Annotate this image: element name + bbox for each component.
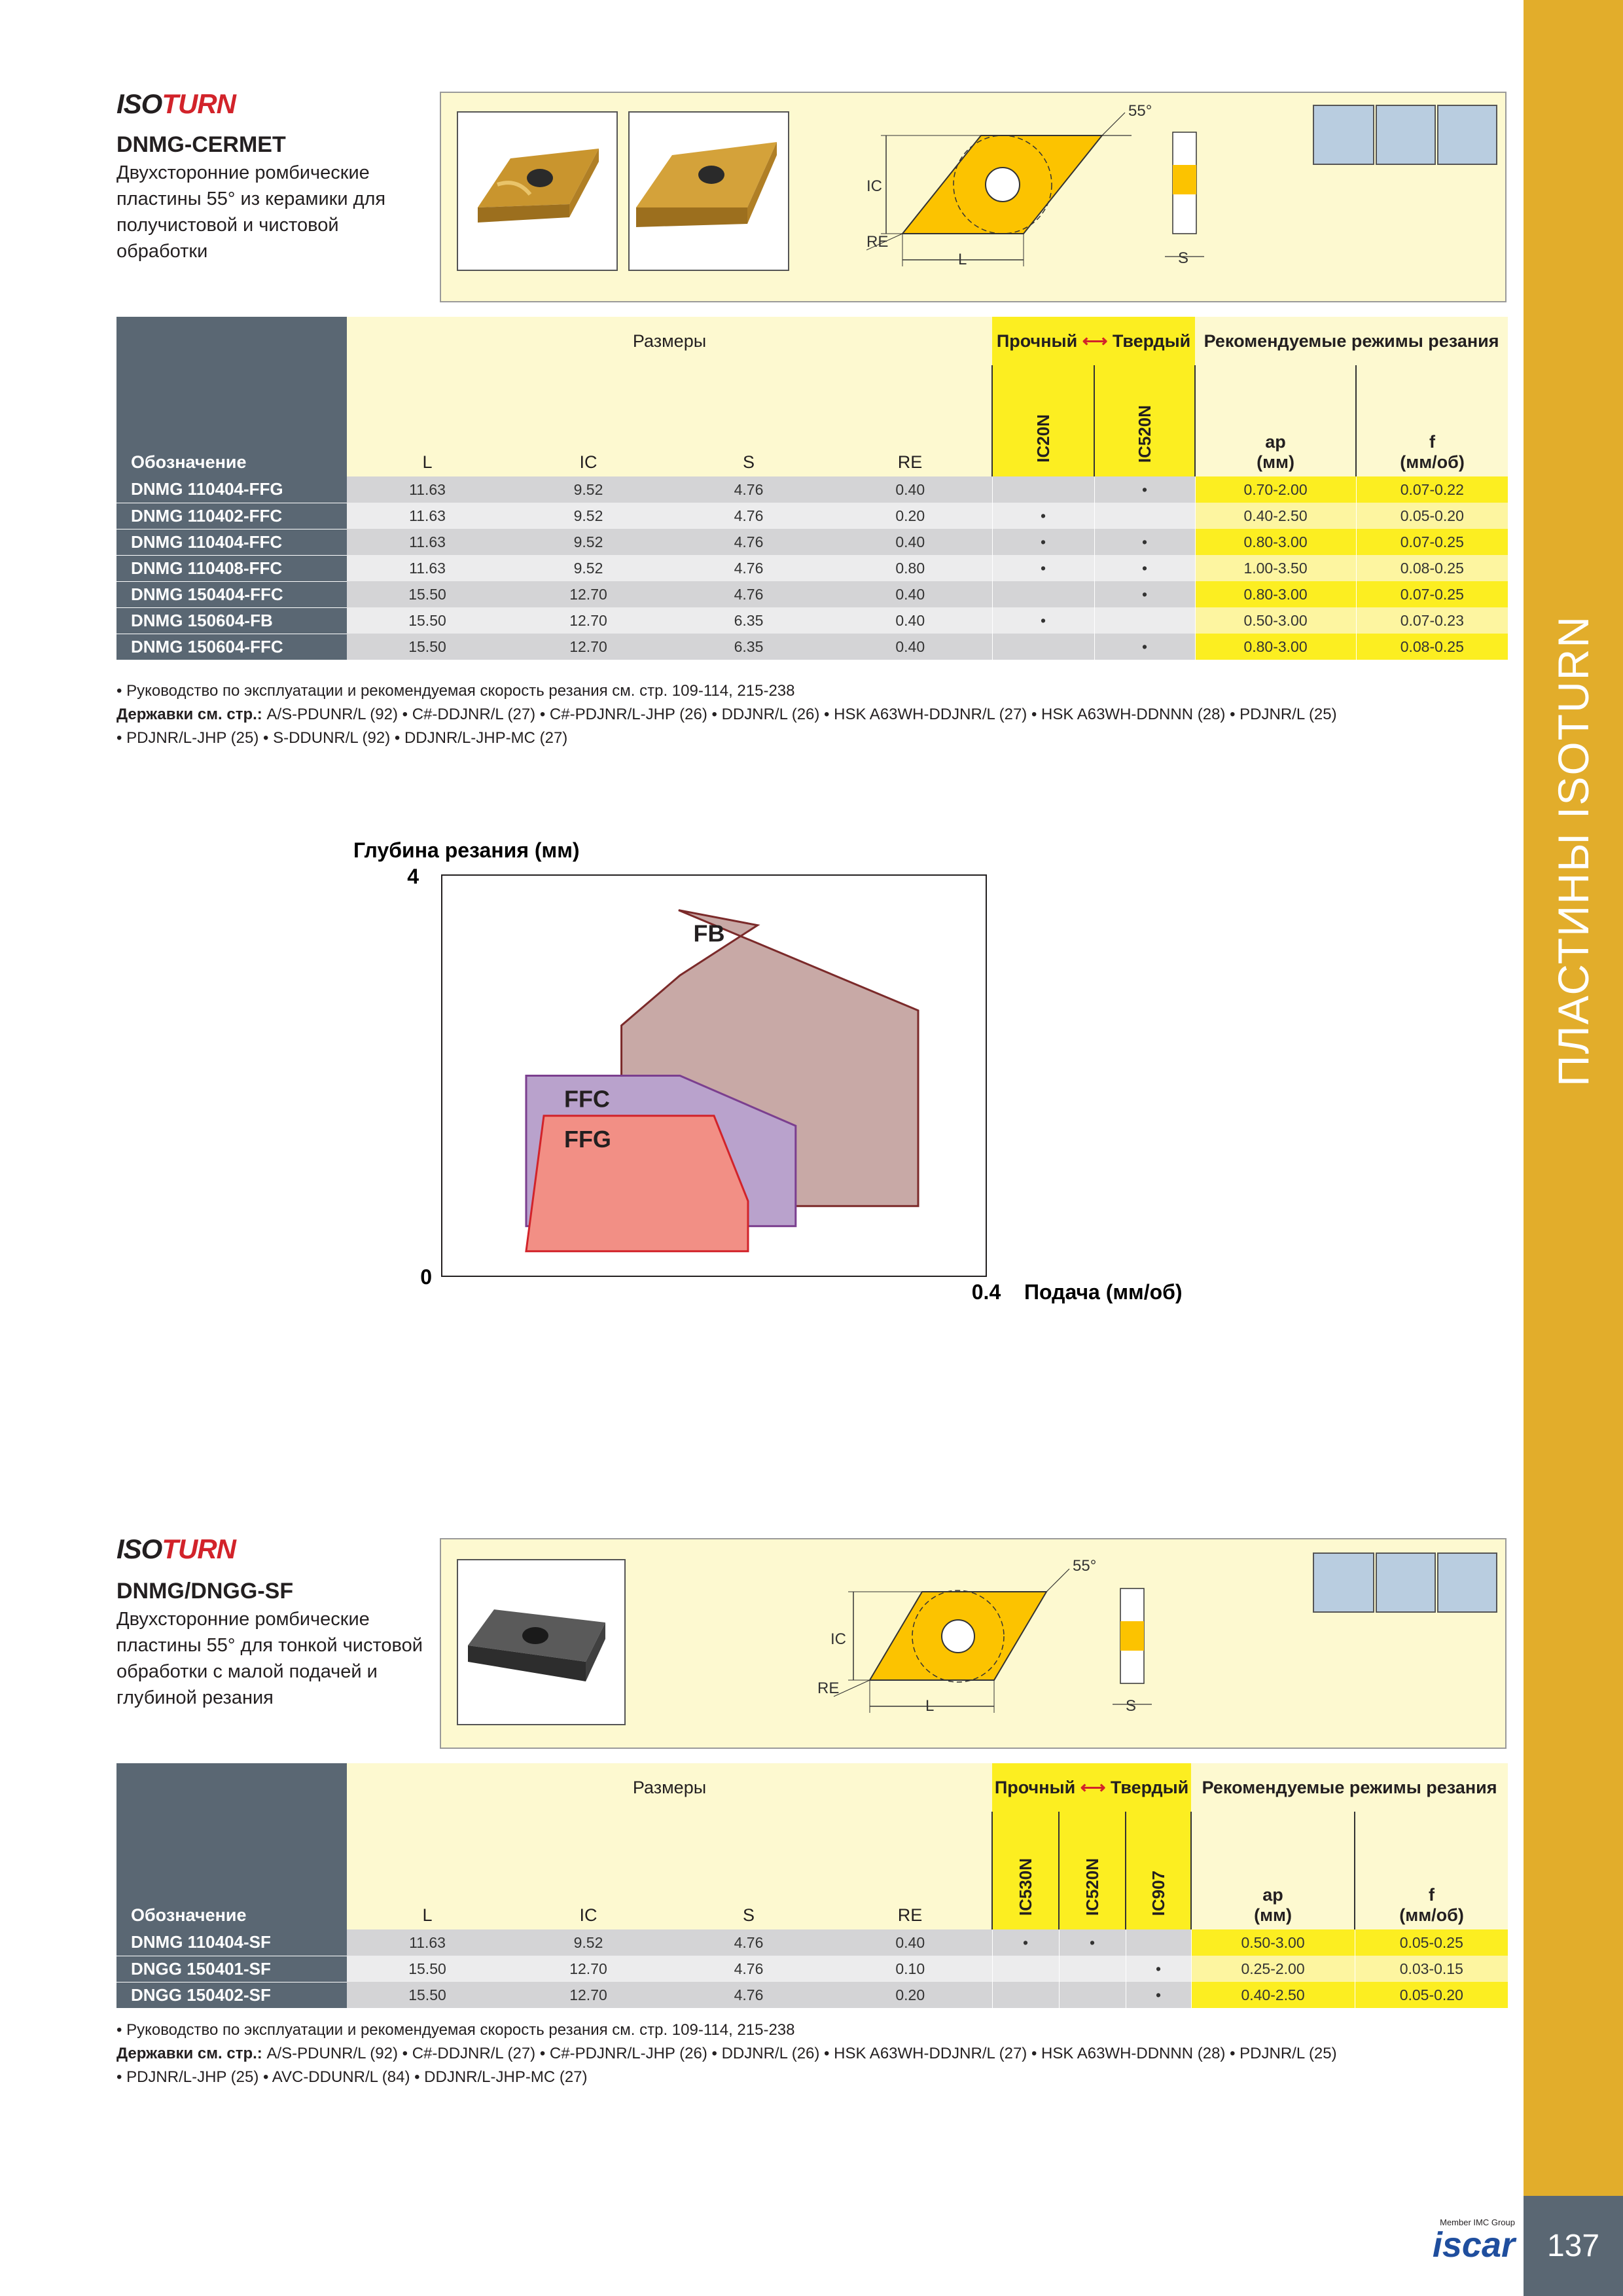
usage-note: • Руководство по эксплуатации и рекомендуемая скорость резания см. стр. 109-114, 215-238 xyxy=(116,2021,795,2039)
cell-ic: 12.70 xyxy=(508,581,669,607)
cell-ap: 0.50-3.00 xyxy=(1195,607,1356,634)
row-code: DNGG 150402-SF xyxy=(116,1982,347,2008)
cell-f: 0.05-0.20 xyxy=(1355,1982,1508,2008)
cell-ap: 0.80-3.00 xyxy=(1195,529,1356,555)
insert-drawing xyxy=(808,1546,1174,1742)
cell-re: 0.40 xyxy=(829,1929,992,1956)
cell-grade xyxy=(1059,1956,1126,1982)
col-header-dimensions: Размеры xyxy=(347,1763,992,1812)
table-row xyxy=(116,529,1508,555)
cell-re: 0.40 xyxy=(829,581,992,607)
angle-label: 55° xyxy=(1073,1557,1097,1575)
table-row xyxy=(116,476,1508,503)
cell-re: 0.40 xyxy=(829,607,992,634)
cell-l: 11.63 xyxy=(347,1929,508,1956)
application-range-chart xyxy=(340,831,1257,1316)
cell-grade: • xyxy=(992,1929,1059,1956)
y-tick-max: 4 xyxy=(407,865,419,888)
col-ap: ap (мм) xyxy=(1191,1812,1355,1929)
cell-grade: • xyxy=(992,555,1094,581)
s-label: S xyxy=(1178,249,1189,267)
cell-s: 4.76 xyxy=(669,476,829,503)
col-grade-ic520n: IC520N xyxy=(1059,1812,1126,1929)
cell-grade: • xyxy=(992,607,1094,634)
cell-grade: • xyxy=(1094,555,1195,581)
cell-ap: 0.40-2.50 xyxy=(1191,1982,1355,2008)
cell-f: 0.07-0.25 xyxy=(1356,529,1508,555)
col-header-code: Обозначение xyxy=(116,317,347,476)
col-s: S xyxy=(669,1812,829,1929)
cell-ap: 0.80-3.00 xyxy=(1195,634,1356,660)
cell-grade xyxy=(1094,607,1195,634)
col-header-dimensions: Размеры xyxy=(347,317,992,365)
cell-f: 0.07-0.23 xyxy=(1356,607,1508,634)
col-s: S xyxy=(669,365,829,476)
cell-grade: • xyxy=(1094,476,1195,503)
row-code: DNMG 110402-FFC xyxy=(116,503,347,529)
cell-grade xyxy=(992,581,1094,607)
cell-l: 15.50 xyxy=(347,581,508,607)
cell-re: 0.10 xyxy=(829,1956,992,1982)
holders-note: Державки см. стр.: A/S-PDUNR/L (92) • C#-DDJNR/L (27) • C#-PDJNR/L-JHP (26) • DDJNR/L (26) • HSK A63WH-DDJNR/L (27) • HSK A63WH-DDNNN (28) • PDJNR/L (25) xyxy=(116,2045,1337,2062)
holders-note-2: • PDJNR/L-JHP (25) • AVC-DDUNR/L (84) • DDJNR/L-JHP-MC (27) xyxy=(116,2068,588,2086)
product-description: Двухсторонние ромбические пластины 55° из керамики для получистовой и чистовой обработки xyxy=(116,162,386,262)
col-f: f (мм/об) xyxy=(1355,1812,1508,1929)
col-header-recommended: Рекомендуемые режимы резания xyxy=(1195,317,1508,365)
col-grade-ic530n: IC530N xyxy=(992,1812,1059,1929)
holders-note: Державки см. стр.: A/S-PDUNR/L (92) • C#-DDJNR/L (27) • C#-PDJNR/L-JHP (26) • DDJNR/L (26) • HSK A63WH-DDJNR/L (27) • HSK A63WH-DDNNN (28) • PDJNR/L (25) xyxy=(116,706,1337,723)
product-title: DNMG-CERMET xyxy=(116,132,286,157)
table-row xyxy=(116,1956,1508,1982)
notes xyxy=(116,2018,1517,2089)
cell-re: 0.80 xyxy=(829,555,992,581)
re-label: RE xyxy=(817,1679,840,1697)
s-label: S xyxy=(1126,1697,1137,1715)
cell-re: 0.40 xyxy=(829,634,992,660)
table-row xyxy=(116,581,1508,607)
col-header-grade: Прочный ⟷ Твердый xyxy=(992,317,1195,365)
x-axis-label: Подача (мм/об) xyxy=(1024,1280,1183,1304)
notes xyxy=(116,679,1517,750)
cell-re: 0.20 xyxy=(829,503,992,529)
row-code: DNMG 110404-FFC xyxy=(116,529,347,555)
region-label-ffg: FFG xyxy=(563,1125,611,1153)
cell-grade xyxy=(992,1982,1059,2008)
col-re: RE xyxy=(829,365,992,476)
row-code: DNMG 150604-FFC xyxy=(116,634,347,660)
insert-photo xyxy=(457,1559,626,1725)
cell-grade: • xyxy=(1094,529,1195,555)
cell-s: 4.76 xyxy=(669,581,829,607)
l-label: L xyxy=(958,251,967,268)
cell-s: 4.76 xyxy=(669,1929,829,1956)
cell-re: 0.20 xyxy=(829,1982,992,2008)
col-ic: IC xyxy=(508,365,669,476)
iscar-logo: Member IMC Group iscar xyxy=(1432,2217,1515,2265)
col-ic: IC xyxy=(508,1812,669,1929)
cell-re: 0.40 xyxy=(829,476,992,503)
cell-ap: 1.00-3.50 xyxy=(1195,555,1356,581)
sidebar-title: ПЛАСТИНЫ ISOTURN xyxy=(1549,615,1597,1086)
region-label-fb: FB xyxy=(693,920,725,947)
sidebar xyxy=(1524,0,1623,2196)
table-row xyxy=(116,1982,1508,2008)
cell-l: 11.63 xyxy=(347,555,508,581)
col-grade-ic20n: IC20N xyxy=(992,365,1094,476)
cell-grade: • xyxy=(1094,634,1195,660)
cell-l: 11.63 xyxy=(347,503,508,529)
cell-ap: 0.80-3.00 xyxy=(1195,581,1356,607)
cell-grade xyxy=(1126,1929,1191,1956)
col-grade-ic520n: IC520N xyxy=(1094,365,1195,476)
cell-ic: 12.70 xyxy=(508,607,669,634)
cell-f: 0.08-0.25 xyxy=(1356,555,1508,581)
profiling-icon xyxy=(1376,105,1436,165)
holders-note-2: • PDJNR/L-JHP (25) • S-DDUNR/L (92) • DDJNR/L-JHP-MC (27) xyxy=(116,729,568,747)
col-f: f (мм/об) xyxy=(1356,365,1508,476)
facing-icon xyxy=(1437,105,1497,165)
cell-grade: • xyxy=(1126,1982,1191,2008)
cell-s: 6.35 xyxy=(669,607,829,634)
cell-ic: 9.52 xyxy=(508,503,669,529)
cell-l: 15.50 xyxy=(347,1956,508,1982)
insert-photo xyxy=(628,111,789,271)
cell-f: 0.07-0.25 xyxy=(1356,581,1508,607)
row-code: DNMG 150604-FB xyxy=(116,607,347,634)
cell-grade xyxy=(992,634,1094,660)
cell-l: 15.50 xyxy=(347,1982,508,2008)
isoturn-logo: ISOTURN xyxy=(116,88,236,119)
table-row xyxy=(116,607,1508,634)
col-ap: ap (мм) xyxy=(1195,365,1356,476)
cell-grade xyxy=(1059,1982,1126,2008)
cell-ic: 9.52 xyxy=(508,1929,669,1956)
cell-grade: • xyxy=(992,503,1094,529)
cell-f: 0.03-0.15 xyxy=(1355,1956,1508,1982)
table-row xyxy=(116,555,1508,581)
cell-re: 0.40 xyxy=(829,529,992,555)
cell-ic: 9.52 xyxy=(508,476,669,503)
row-code: DNMG 110404-FFG xyxy=(116,476,347,503)
cell-grade xyxy=(992,476,1094,503)
cell-grade: • xyxy=(1126,1956,1191,1982)
profiling-icon xyxy=(1437,1552,1497,1613)
cell-s: 4.76 xyxy=(669,1956,829,1982)
region-ffg xyxy=(526,1116,748,1251)
cell-l: 15.50 xyxy=(347,634,508,660)
col-re: RE xyxy=(829,1812,992,1929)
product-title: DNMG/DNGG-SF xyxy=(116,1579,294,1604)
table-row xyxy=(116,634,1508,660)
re-label: RE xyxy=(866,233,889,251)
col-header-recommended: Рекомендуемые режимы резания xyxy=(1191,1763,1508,1812)
cell-grade: • xyxy=(992,529,1094,555)
cell-s: 4.76 xyxy=(669,1982,829,2008)
table-row xyxy=(116,1929,1508,1956)
cell-s: 4.76 xyxy=(669,555,829,581)
spec-table xyxy=(116,1763,1508,2009)
usage-note: • Руководство по эксплуатации и рекомендуемая скорость резания см. стр. 109-114, 215-238 xyxy=(116,682,795,700)
ic-label: IC xyxy=(866,177,882,195)
l-label: L xyxy=(925,1697,935,1715)
page-number: 137 xyxy=(1524,2196,1623,2296)
approach-angle-icon xyxy=(1313,105,1374,165)
angle-label: 55° xyxy=(1128,102,1152,120)
x-tick-max: 0.4 xyxy=(971,1280,1001,1304)
cell-ap: 0.40-2.50 xyxy=(1195,503,1356,529)
cell-grade: • xyxy=(1059,1929,1126,1956)
col-header-grade: Прочный ⟷ Твердый xyxy=(992,1763,1191,1812)
cell-ic: 12.70 xyxy=(508,634,669,660)
cell-s: 6.35 xyxy=(669,634,829,660)
row-code: DNMG 110404-SF xyxy=(116,1929,347,1956)
region-label-ffc: FFC xyxy=(563,1085,610,1113)
row-code: DNMG 110408-FFC xyxy=(116,555,347,581)
col-header-code: Обозначение xyxy=(116,1763,347,1929)
cell-s: 4.76 xyxy=(669,503,829,529)
col-grade-ic907: IC907 xyxy=(1126,1812,1191,1929)
cell-grade xyxy=(1094,503,1195,529)
y-tick-min: 0 xyxy=(420,1265,432,1289)
product-image-panel xyxy=(440,1538,1507,1749)
cell-f: 0.07-0.22 xyxy=(1356,476,1508,503)
insert-photo xyxy=(457,111,618,271)
cell-f: 0.08-0.25 xyxy=(1356,634,1508,660)
cell-l: 11.63 xyxy=(347,476,508,503)
cell-grade xyxy=(992,1956,1059,1982)
cell-ap: 0.70-2.00 xyxy=(1195,476,1356,503)
col-l: L xyxy=(347,365,508,476)
spec-table xyxy=(116,317,1508,660)
cell-ic: 9.52 xyxy=(508,529,669,555)
cell-f: 0.05-0.20 xyxy=(1356,503,1508,529)
cell-ic: 12.70 xyxy=(508,1956,669,1982)
ic-label: IC xyxy=(830,1630,846,1648)
table-row xyxy=(116,503,1508,529)
cell-ap: 0.25-2.00 xyxy=(1191,1956,1355,1982)
cell-ap: 0.50-3.00 xyxy=(1191,1929,1355,1956)
cell-ic: 12.70 xyxy=(508,1982,669,2008)
isoturn-logo: ISOTURN xyxy=(116,1534,236,1564)
cell-f: 0.05-0.25 xyxy=(1355,1929,1508,1956)
col-l: L xyxy=(347,1812,508,1929)
product-image-panel xyxy=(440,92,1507,302)
cell-l: 11.63 xyxy=(347,529,508,555)
cell-ic: 9.52 xyxy=(508,555,669,581)
approach-angle-icon xyxy=(1313,1552,1374,1613)
insert-drawing xyxy=(866,99,1233,296)
y-axis-label: Глубина резания (мм) xyxy=(353,838,580,862)
cell-s: 4.76 xyxy=(669,529,829,555)
facing-icon xyxy=(1376,1552,1436,1613)
row-code: DNMG 150404-FFC xyxy=(116,581,347,607)
cell-grade: • xyxy=(1094,581,1195,607)
cell-l: 15.50 xyxy=(347,607,508,634)
product-description: Двухсторонние ромбические пластины 55° для тонкой чистовой обработки с малой подачей и глубиной резания xyxy=(116,1609,423,1708)
row-code: DNGG 150401-SF xyxy=(116,1956,347,1982)
